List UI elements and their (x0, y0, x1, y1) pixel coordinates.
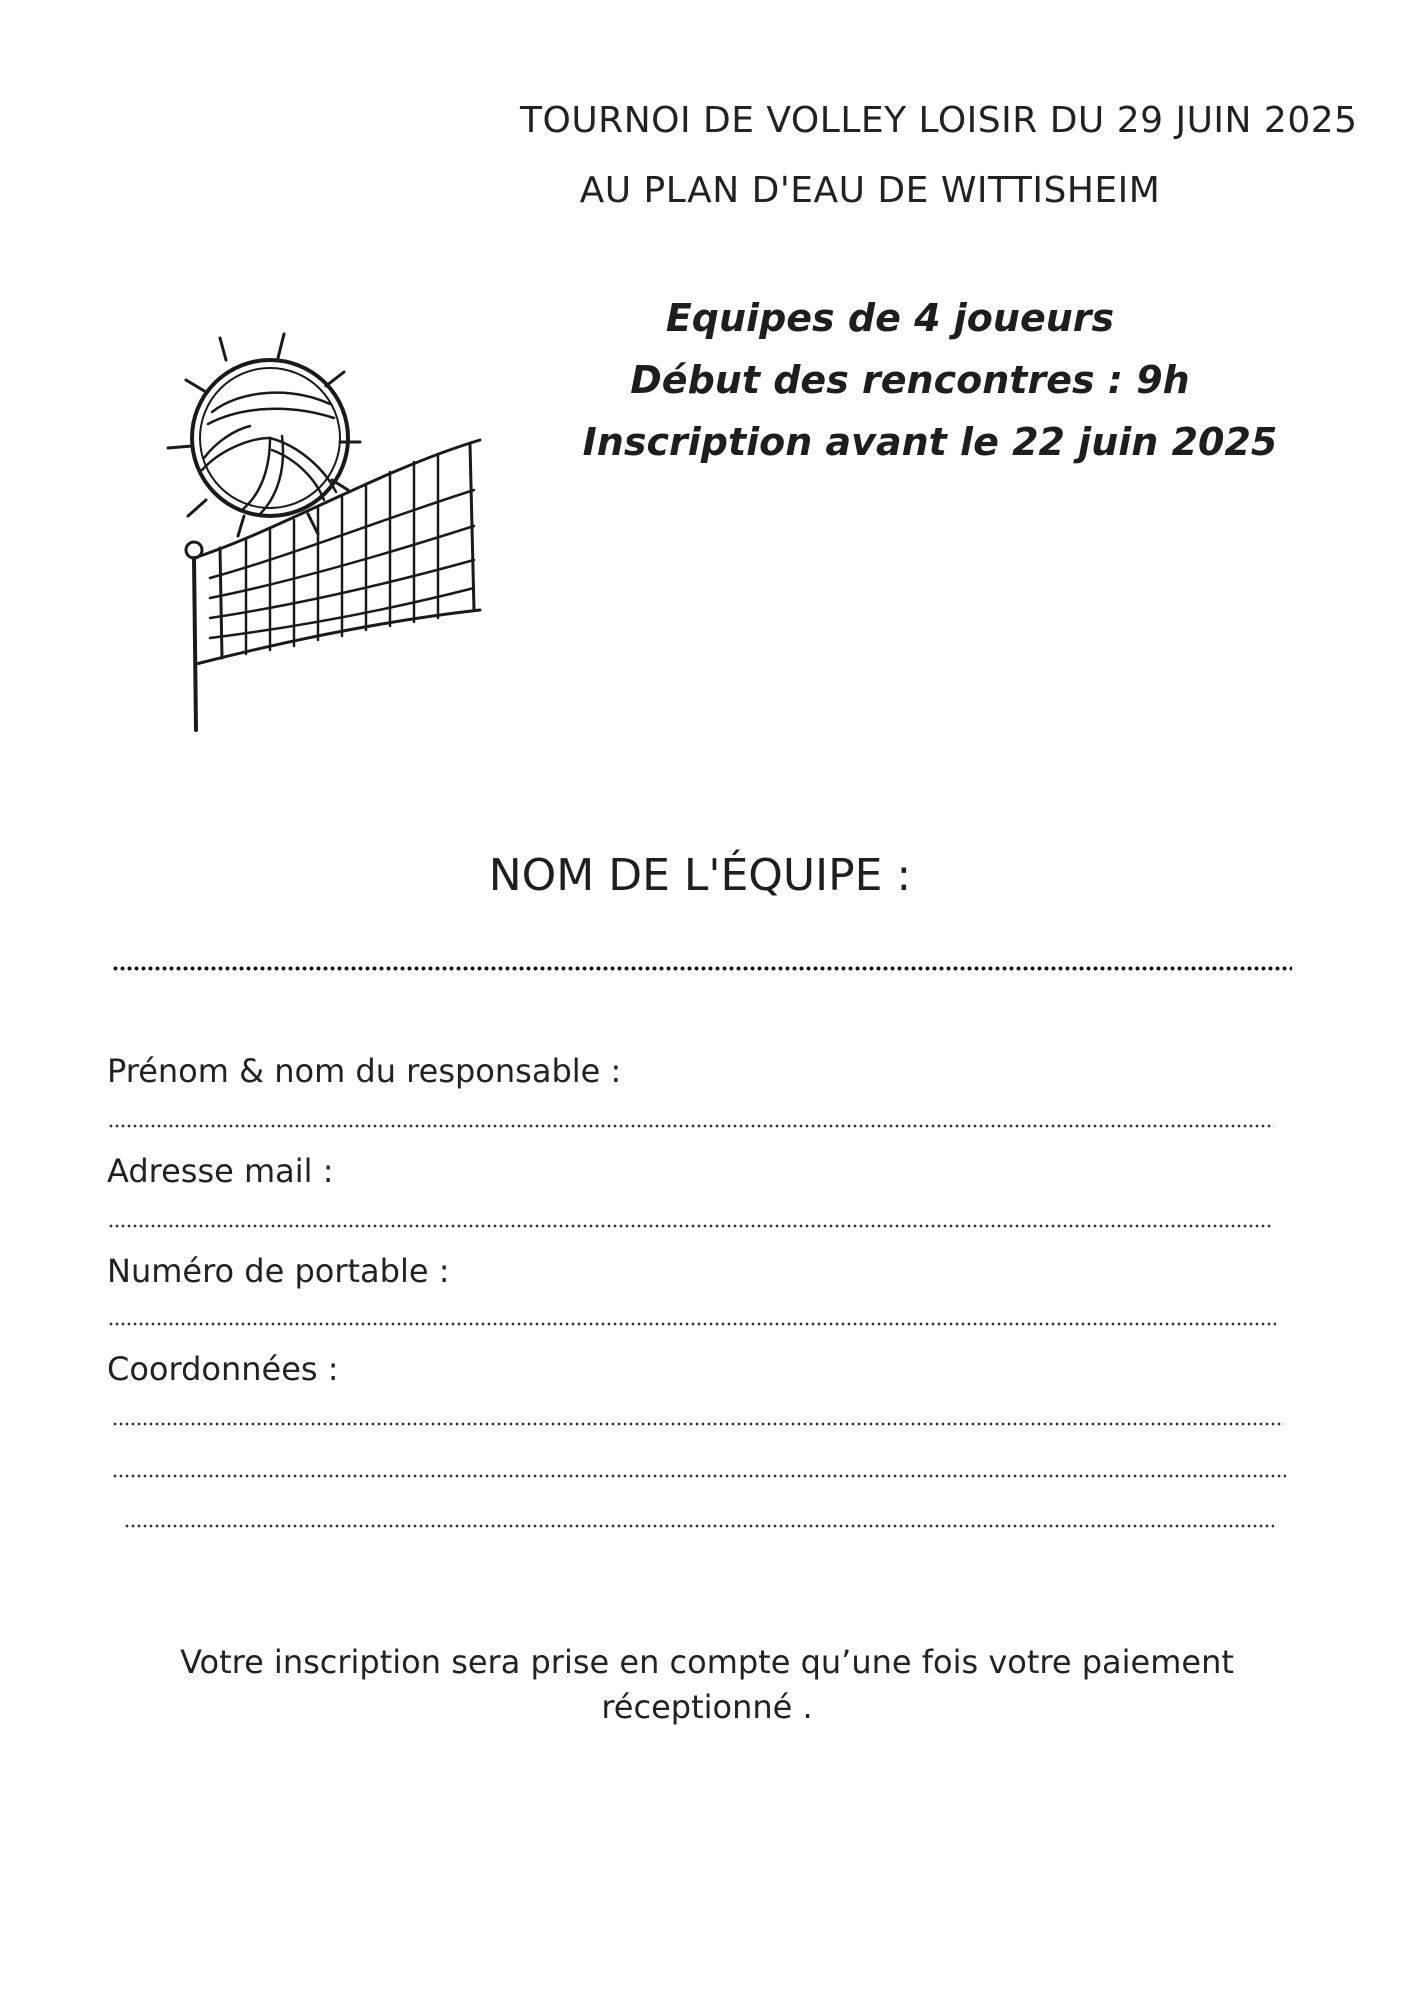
phone-field[interactable] (108, 1322, 1276, 1326)
team-size-info: Equipes de 4 joueurs (665, 296, 1115, 340)
address-field-line-1[interactable] (112, 1422, 1284, 1426)
email-field[interactable] (108, 1224, 1272, 1228)
address-label: Coordonnées : (107, 1350, 339, 1388)
tournament-location: AU PLAN D'EAU DE WITTISHEIM (579, 170, 1161, 211)
team-name-field[interactable] (112, 966, 1292, 971)
payment-notice (100, 1640, 1314, 1730)
responsible-label: Prénom & nom du responsable : (107, 1052, 622, 1090)
payment-notice-line-2: réceptionné . (601, 1687, 813, 1726)
email-label: Adresse mail : (107, 1152, 334, 1190)
tournament-title: TOURNOI DE VOLLEY LOISIR DU 29 JUIN 2025 (520, 100, 1358, 141)
start-time-info: Début des rencontres : 9h (630, 358, 1190, 402)
address-field-line-2[interactable] (112, 1474, 1286, 1478)
team-name-label: NOM DE L'ÉQUIPE : (488, 850, 912, 901)
responsible-field[interactable] (108, 1124, 1274, 1128)
phone-label: Numéro de portable : (107, 1252, 450, 1290)
address-field-line-3[interactable] (124, 1524, 1274, 1528)
registration-deadline-info: Inscription avant le 22 juin 2025 (582, 420, 1278, 464)
payment-notice-line-1: Votre inscription sera prise en compte qu’une fois votre paiement (180, 1643, 1234, 1681)
volleyball-net-icon (150, 320, 510, 740)
